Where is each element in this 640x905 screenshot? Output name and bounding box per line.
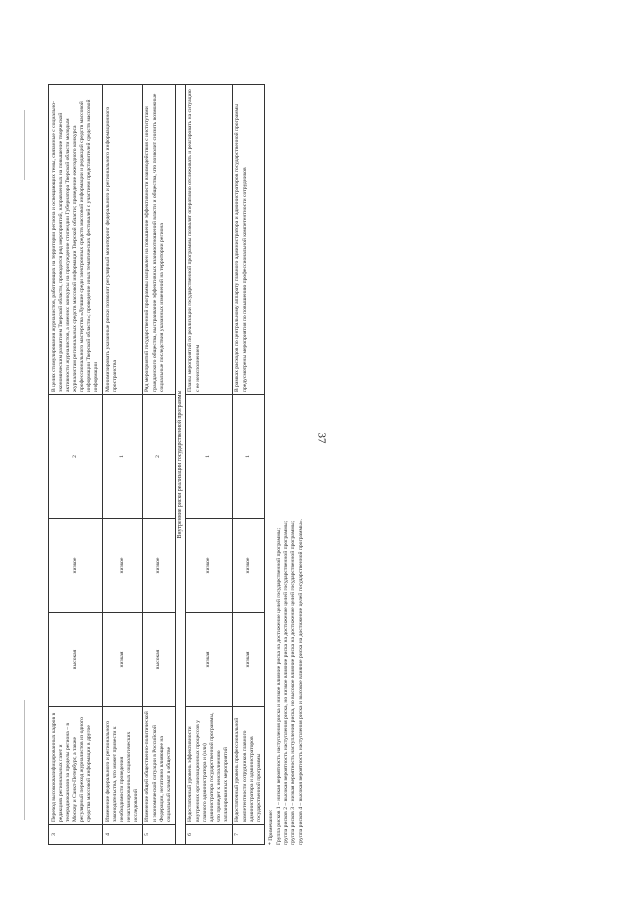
row-number: 7	[232, 825, 265, 845]
risk-impact: низкое	[103, 519, 143, 613]
scan-edge-mark	[24, 700, 25, 820]
risk-description: Переход высококвалифицированных кадров в редакциях региональных газет и телерадиоканалов за пределы региона – в Москву и Санкт-Петербург, а также регулярный переход журналистов из одного средства массовой информации в другое	[49, 707, 103, 825]
footnote	[268, 85, 304, 845]
row-number: 3	[49, 825, 103, 845]
risk-group: 2	[142, 395, 175, 519]
risk-measures: Минимизировать указанные риски позволит регулярный мониторинг федерального и регионального информационного пространства	[103, 85, 143, 395]
risk-impact: низкое	[142, 519, 175, 613]
section-header-row	[175, 85, 185, 845]
risk-impact: низкое	[49, 519, 103, 613]
footnote-line: группа рисков 4 – высокая вероятность наступления риска и высокое влияние риска на достижение целей государственной программы».	[297, 518, 304, 845]
risk-group: 2	[49, 395, 103, 519]
row-number: 6	[185, 825, 232, 845]
risk-impact: низкое	[185, 519, 232, 613]
row-number: 5	[142, 825, 175, 845]
table-row	[49, 85, 103, 845]
footnote-title: * Примечание:	[268, 809, 275, 845]
risk-table	[48, 84, 265, 845]
risk-measures: Ряд мероприятий государственной программы направлен на повышение эффективности взаимодействия с институтами гражданского общества, выстраивание эффективных взаимоотношений власти и общества, что позволит снизить возможные социальные последствия указанных изменений на территории региона	[142, 85, 175, 395]
risk-probability: низкая	[185, 613, 232, 707]
risk-probability: высокая	[49, 613, 103, 707]
risk-description: Недостаточный уровень профессиональной компетентности сотрудников главного администратора и администраторов государственной программы	[232, 707, 265, 825]
page-number: 37	[315, 432, 328, 444]
risk-probability: низкая	[103, 613, 143, 707]
risk-group: 1	[232, 395, 265, 519]
risk-description: Недостаточный уровень эффективности внутренних организационных процессов у главного администратора и (или) администратора государственной программы, что приведет к неисполнению запланированных мероприятий	[185, 707, 232, 825]
risk-probability: высокая	[142, 613, 175, 707]
scan-edge-mark	[24, 110, 25, 180]
risk-description: Изменение общей общественно-политической и экономической ситуации в Российской Федерации, негативно влияющее на социальный климат в обществе	[142, 707, 175, 825]
risk-measures: Планы мероприятий по реализации государственной программы позволят оперативно отслеживать и реагировать на ситуацию с ее неисполнением	[185, 85, 232, 395]
table-row	[232, 85, 265, 845]
risk-group: 1	[103, 395, 143, 519]
table-row	[185, 85, 232, 845]
footnote-line: группа рисков 3 – низкая вероятность наступления риска, но высокое влияние риска на достижение целей государственной программы;	[290, 520, 297, 845]
risk-probability: низкая	[232, 613, 265, 707]
table-row	[103, 85, 143, 845]
table-row	[142, 85, 175, 845]
rotated-page-content	[48, 85, 608, 845]
risk-group: 1	[185, 395, 232, 519]
risk-impact: низкое	[232, 519, 265, 613]
risk-measures: В рамках расходов по центральному аппарату главного администратора и администраторов государственной программы предусмотрены мероприятия по повышению профессиональной компетентности сотрудников	[232, 85, 265, 395]
footnote-line: Группа рисков 1 – низкая вероятность наступления риска и низкое влияние риска на достижение целей государственной программы;	[275, 527, 282, 845]
footnote-line: группа рисков 2 – высокая вероятность наступления риска, но низкое влияние риска на достижение целей государственной программы;	[283, 520, 289, 845]
risk-description: Изменение федерального и регионального законодательства, что может привести к необходимости проведения незапланированных социологических исследований	[103, 707, 143, 825]
row-number: 4	[103, 825, 143, 845]
section-title: Внутренние риски реализации государственной программы	[175, 85, 185, 845]
risk-measures: В целях стимулирования журналистов, работающих на территории региона и освещающих темы, связанные с социально-экономическим развитием Тверской области, проводится ряд мероприятий, направленных на повышение творческой активности журналистов, а именно: конкурсы на присуждение стипендии Губернатора Тверской области молодым журналистам региональных средств массовой информации Тверской области; проведение ежегодного конкурса профессионального мастерства «Лучшие среди электронных средств массовой информации и редакций средств массовой информации Тверской области»; проведение иных тематических фестивалей с участием представителей средств массовой информации	[49, 85, 103, 395]
